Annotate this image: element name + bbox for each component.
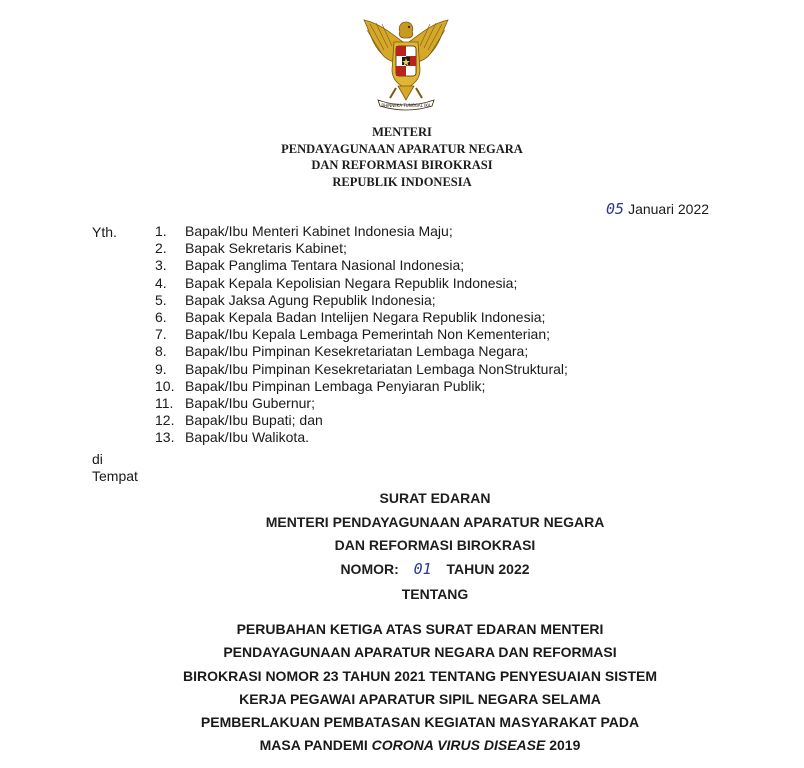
letter-date <box>606 200 709 218</box>
list-item: 13. Bapak/Ibu Walikota. <box>155 429 309 446</box>
subject-line: MASA PANDEMI CORONA VIRUS DISEASE 2019 <box>259 737 581 754</box>
letterhead-line: MENTERI <box>372 125 432 139</box>
letterhead-line: REPUBLIK INDONESIA <box>332 174 472 189</box>
list-item: 2. Bapak Sekretaris Kabinet; <box>155 240 347 257</box>
list-item: 6. Bapak Kepala Badan Intelijen Negara Republik Indonesia; <box>155 309 546 326</box>
letterhead-line: DAN REFORMASI BIROKRASI <box>311 158 493 172</box>
subject-line: PERUBAHAN KETIGA ATAS SURAT EDARAN MENTERI <box>236 621 604 637</box>
place-line: di <box>92 451 103 467</box>
list-item: 10. Bapak/Ibu Pimpinan Lembaga Penyiaran Publik; <box>155 377 486 394</box>
list-item: 11. Bapak/Ibu Gubernur; <box>155 395 315 412</box>
document-number: NOMOR: 01 TAHUN 2022 <box>0 558 804 582</box>
document-subject <box>0 618 804 758</box>
title-line: DAN REFORMASI BIROKRASI <box>334 537 536 553</box>
emblem-banner-text: BHINNEKA TUNGGAL IKA <box>381 103 431 108</box>
handwritten-number: 01 <box>413 559 432 578</box>
about-label: TENTANG <box>401 586 469 602</box>
list-item: 3. Bapak Panglima Tentara Nasional Indonesia; <box>155 257 465 274</box>
letterhead-line: PENDAYAGUNAAN APARATUR NEGARA <box>281 141 523 156</box>
list-item: 7. Bapak/Ibu Kepala Lembaga Pemerintah Non Kementerian; <box>155 326 551 343</box>
list-item: 8. Bapak/Ibu Pimpinan Kesekretariatan Lembaga Negara; <box>155 343 529 360</box>
garuda-pancasila-emblem <box>356 14 456 114</box>
addressee-label: Yth. <box>92 224 117 240</box>
document-title <box>0 487 804 607</box>
list-item: 9. Bapak/Ibu Pimpinan Kesekretariatan Lembaga NonStruktural; <box>155 360 568 377</box>
addressee-place <box>92 451 138 485</box>
letterhead <box>0 124 804 190</box>
subject-line: PENDAYAGUNAAN APARATUR NEGARA DAN REFORMASI <box>223 644 617 661</box>
addressee-list <box>155 223 568 447</box>
list-item: 4. Bapak Kepala Kepolisian Negara Republik Indonesia; <box>155 274 518 291</box>
list-item: 1. Bapak/Ibu Menteri Kabinet Indonesia Maju; <box>155 223 453 239</box>
subject-line: PEMBERLAKUAN PEMBATASAN KEGIATAN MASYARAKAT PADA <box>200 714 640 731</box>
list-item: 5. Bapak Jaksa Agung Republik Indonesia; <box>155 291 436 308</box>
subject-line: BIROKRASI NOMOR 23 TAHUN 2021 TENTANG PENYESUAIAN SISTEM <box>183 667 657 684</box>
handwritten-day: 05 <box>606 200 625 218</box>
title-line: SURAT EDARAN <box>379 490 491 506</box>
subject-line: KERJA PEGAWAI APARATUR SIPIL NEGARA SELAMA <box>239 690 601 707</box>
list-item: 12. Bapak/Ibu Bupati; dan <box>155 412 323 429</box>
date-month-year: Januari 2022 <box>628 201 710 217</box>
title-line: MENTERI PENDAYAGUNAAN APARATUR NEGARA <box>265 513 605 530</box>
place-line: Tempat <box>92 468 138 484</box>
